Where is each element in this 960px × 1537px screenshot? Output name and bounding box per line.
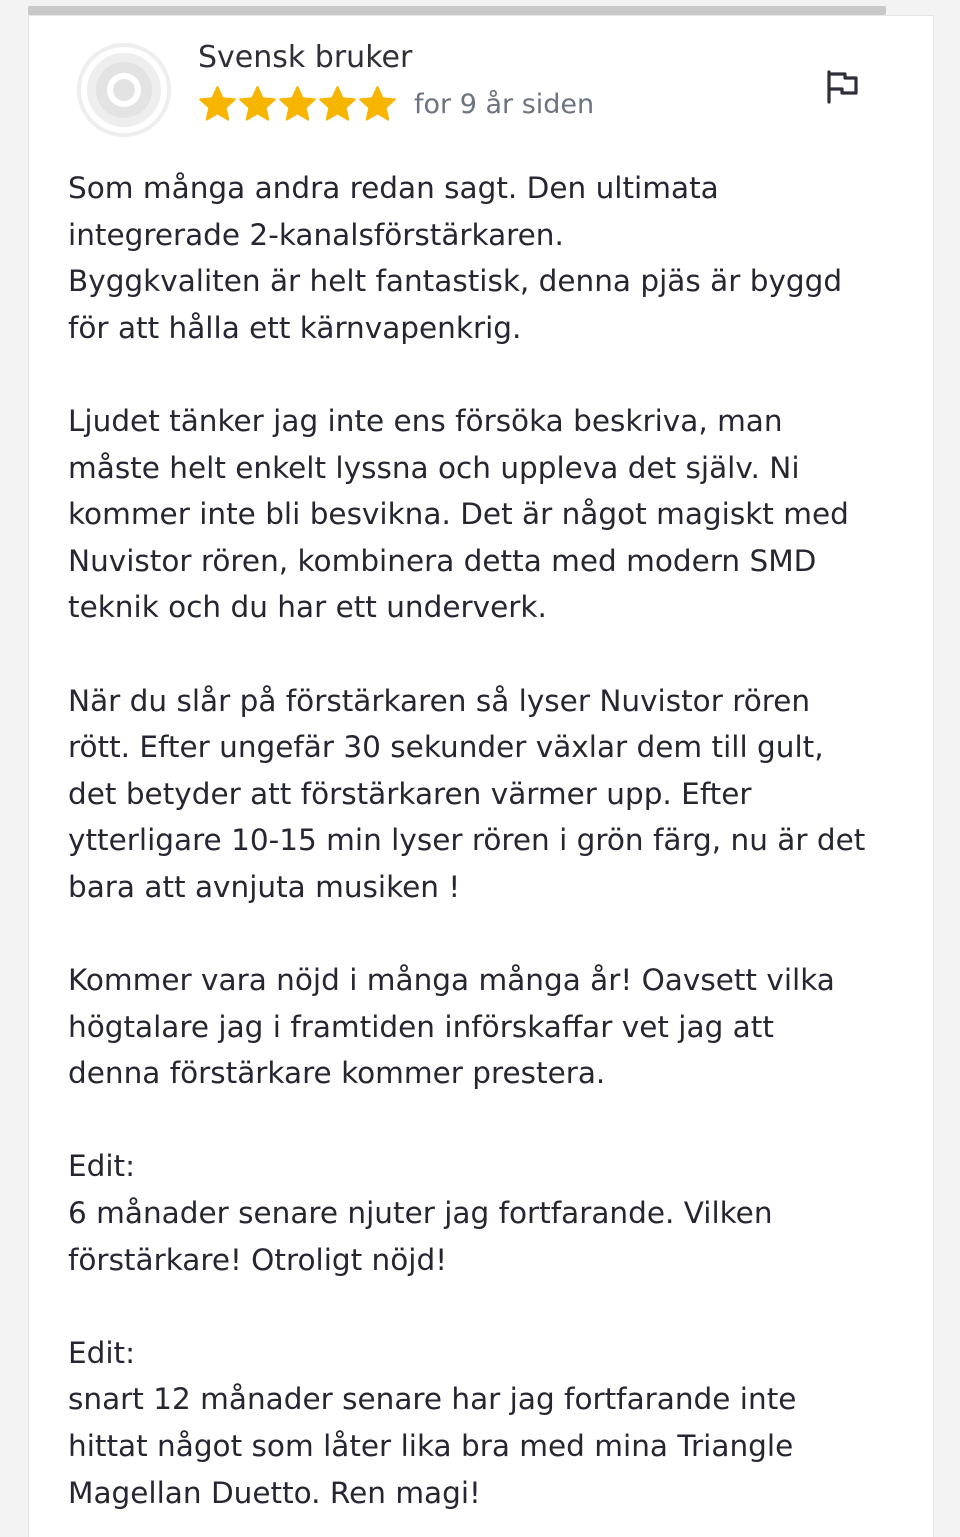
review-paragraph: Edit: snart 12 månader senare har jag fortfarande inte hittat något som låter lika bra med mina Triangle Magellan Duetto. Ren magi! (68, 1335, 797, 1510)
star-rating (198, 85, 398, 123)
star-icon (198, 85, 237, 123)
review-body (68, 165, 898, 1516)
reviewer-name: Svensk bruker (198, 40, 413, 75)
star-icon (278, 85, 317, 123)
review-paragraph: Edit: 6 månader senare njuter jag fortfarande. Vilken förstärkare! Otroligt nöjd! (68, 1149, 773, 1277)
star-icon (318, 85, 357, 123)
flag-icon[interactable] (823, 68, 861, 106)
review-paragraph: Ljudet tänker jag inte ens försöka beskriva, man måste helt enkelt lyssna och uppleva det själv. Ni kommer inte bli besvikna. Det är något magiskt med Nuvistor rören, kombinera detta med modern SMD teknik och du har ett underverk. (68, 403, 849, 625)
star-icon (358, 85, 397, 123)
review-timestamp: for 9 år siden (414, 89, 595, 120)
star-icon (238, 85, 277, 123)
default-avatar-icon (77, 43, 171, 137)
review-paragraph: Som många andra redan sagt. Den ultimata integrerade 2-kanalsförstärkaren. Byggkvaliten är helt fantastisk, denna pjäs är byggd för att hålla ett kärnvapenkrig. (68, 171, 843, 345)
review-paragraph: Kommer vara nöjd i många många år! Oavsett vilka högtalare jag i framtiden införskaffar vet jag att denna förstärkare kommer prestera. (68, 963, 835, 1091)
review-paragraph: När du slår på förstärkaren så lyser Nuvistor rören rött. Efter ungefär 30 sekunder växlar dem till gult, det betyder att förstärkaren värmer upp. Efter ytterligare 10-15 min lyser rören i grön färg, nu är det bara att avnjuta musiken ! (68, 683, 866, 904)
top-divider (28, 6, 886, 15)
